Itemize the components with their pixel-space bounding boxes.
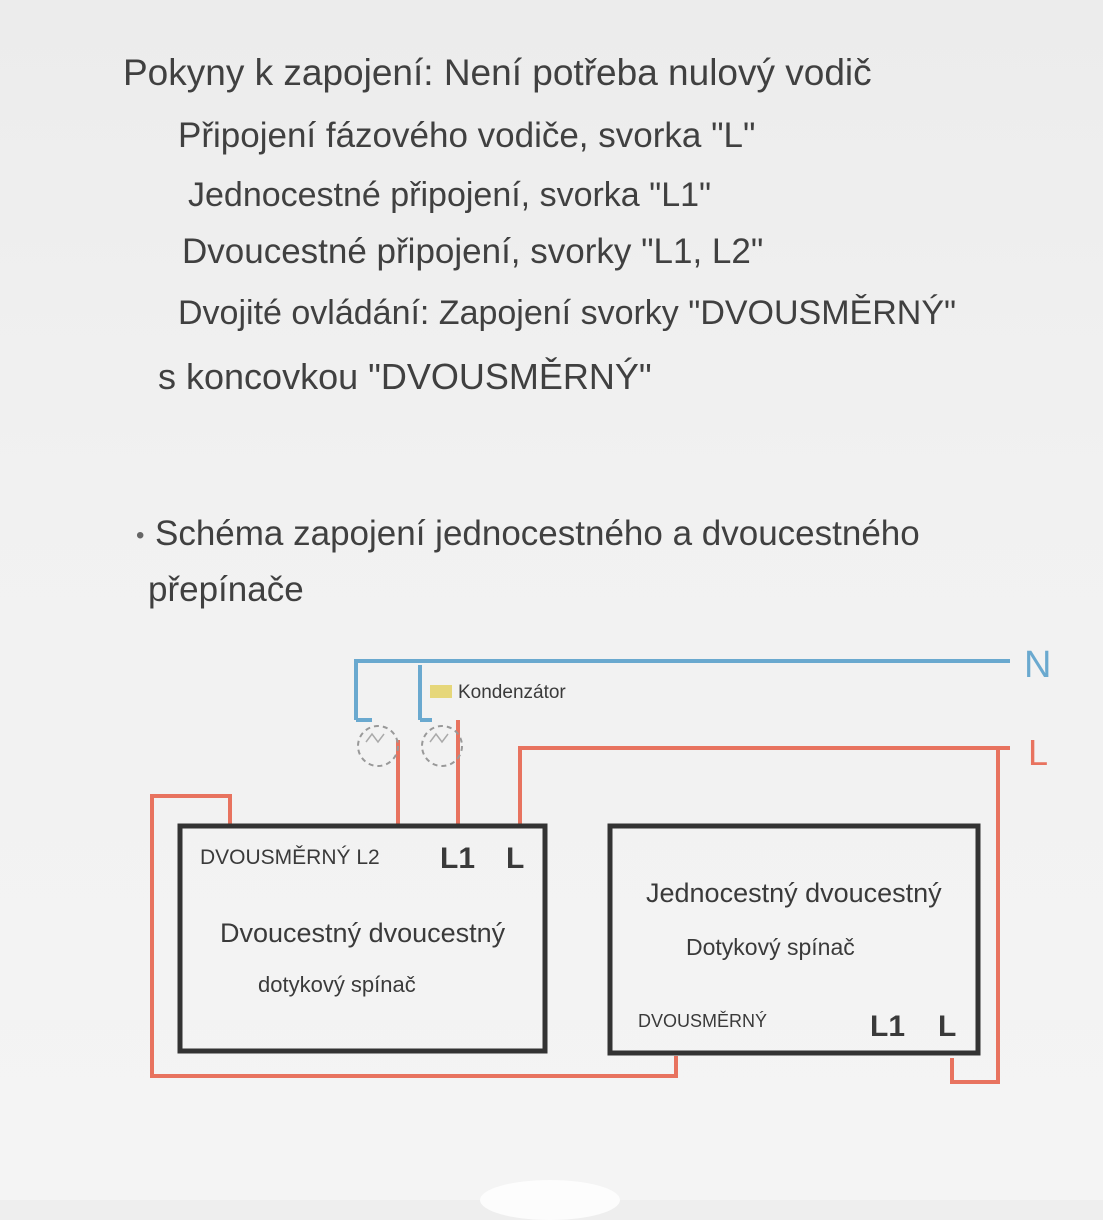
left-switch — [180, 826, 545, 1051]
capacitor-icon — [430, 685, 452, 698]
lamp-filament-icon — [366, 734, 448, 742]
right-switch-terminals: DVOUSMĚRNÝ — [638, 1011, 768, 1031]
left-switch-name: Dvoucestný dvoucestný — [220, 918, 506, 948]
neutral-label: N — [1024, 644, 1052, 686]
bullet-icon: • — [136, 522, 145, 549]
right-switch-name: Jednocestný dvoucestný — [646, 878, 942, 908]
capacitor-label: Kondenzátor — [458, 682, 566, 703]
diagram-heading-cont: přepínače — [148, 570, 304, 609]
instruction-line-phase: Připojení fázového vodiče, svorka "L" — [178, 116, 756, 155]
left-switch-subtitle: dotykový spínač — [258, 972, 416, 997]
neutral-wire — [356, 661, 1010, 720]
left-switch-terminal-l1: L1 — [440, 842, 476, 875]
page-title: Pokyny k zapojení: Není potřeba nulový vodič — [123, 52, 872, 93]
instruction-line-dual-control-cont: s koncovkou "DVOUSMĚRNÝ" — [158, 356, 652, 397]
right-switch-subtitle: Dotykový spínač — [686, 934, 855, 960]
lamp-icon — [358, 726, 462, 766]
right-switch-terminal-l1: L1 — [870, 1010, 906, 1043]
diagram-heading: Schéma zapojení jednocestného a dvoucestného — [155, 514, 920, 553]
left-switch-terminals: DVOUSMĚRNÝ L2 — [200, 846, 380, 869]
left-switch-terminal-l: L — [506, 842, 525, 875]
right-switch — [610, 826, 978, 1053]
photo-glare — [480, 1180, 620, 1220]
right-switch-terminal-l: L — [938, 1010, 957, 1043]
instruction-line-double: Dvoucestné připojení, svorky "L1, L2" — [182, 232, 764, 271]
live-label: L — [1028, 732, 1049, 773]
instruction-line-single: Jednocestné připojení, svorka "L1" — [188, 176, 712, 214]
instruction-line-dual-control: Dvojité ovládání: Zapojení svorky "DVOUSMĚRNÝ" — [178, 294, 957, 332]
